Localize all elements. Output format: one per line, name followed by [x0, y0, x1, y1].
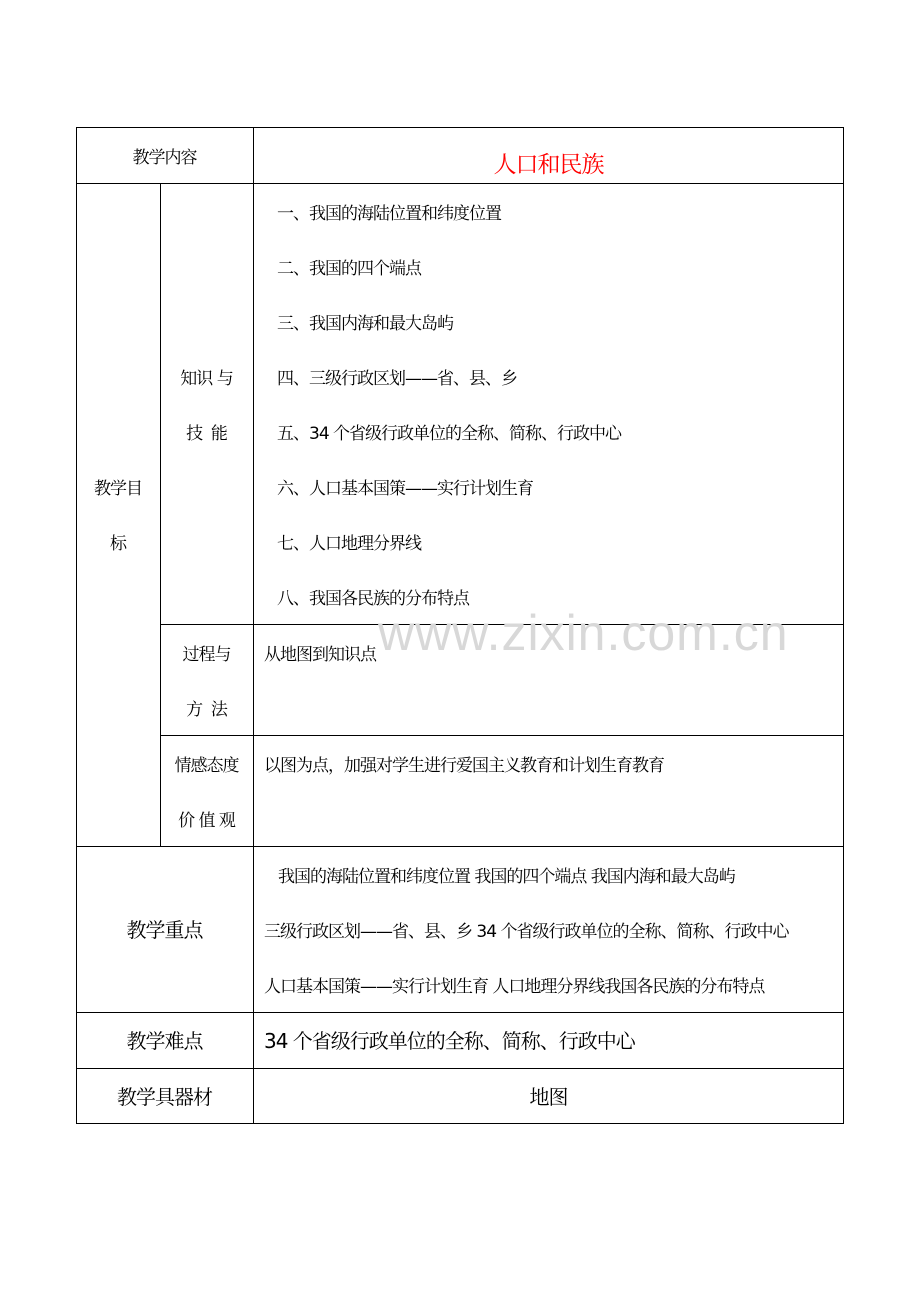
table-border-left: [76, 127, 77, 1124]
content-label: 教学内容: [132, 148, 197, 168]
key-points-line: 我国的海陆位置和纬度位置 我国的四个端点 我国内海和最大岛屿: [278, 867, 735, 887]
objectives-label-line2: 标: [110, 534, 126, 554]
table-divider: [76, 846, 844, 847]
table-border-bottom: [76, 1123, 844, 1124]
table-border-top: [76, 127, 844, 128]
knowledge-item: 八、我国各民族的分布特点: [277, 589, 469, 609]
equipment-label: 教学具器材: [117, 1085, 212, 1109]
equipment-content: 地图: [529, 1085, 568, 1109]
process-content: 从地图到知识点: [264, 645, 376, 665]
difficulties-label: 教学难点: [126, 1029, 203, 1053]
page-title: 人口和民族: [493, 152, 604, 178]
emotion-label-line2: 价 值 观: [178, 811, 235, 831]
knowledge-item: 五、34 个省级行政单位的全称、简称、行政中心: [277, 424, 622, 444]
knowledge-item: 六、人口基本国策——实行计划生育: [277, 479, 533, 499]
objectives-label-line1: 教学目: [94, 479, 142, 499]
table-divider: [253, 127, 254, 1124]
table-divider: [76, 1012, 844, 1013]
process-label-line2: 方 法: [186, 700, 227, 720]
watermark: www.zixin.com.cn: [378, 605, 789, 661]
table-divider: [160, 735, 844, 736]
key-points-line: 人口基本国策——实行计划生育 人口地理分界线我国各民族的分布特点: [264, 977, 765, 997]
knowledge-item: 四、三级行政区划——省、县、乡: [277, 369, 517, 389]
key-points-line: 三级行政区划——省、县、乡 34 个省级行政单位的全称、简称、行政中心: [264, 922, 789, 942]
knowledge-label-line2: 技 能: [186, 424, 227, 444]
table-divider: [76, 183, 844, 184]
table-divider: [160, 183, 161, 847]
table-border-right: [843, 127, 844, 1124]
knowledge-item: 二、我国的四个端点: [277, 259, 421, 279]
difficulties-content: 34 个省级行政单位的全称、简称、行政中心: [264, 1029, 635, 1053]
knowledge-item: 三、我国内海和最大岛屿: [277, 314, 453, 334]
knowledge-item: 七、人口地理分界线: [277, 534, 421, 554]
knowledge-label-line1: 知识 与: [180, 369, 233, 389]
table-divider: [76, 1068, 844, 1069]
key-points-label: 教学重点: [126, 918, 203, 942]
emotion-label-line1: 情感态度: [174, 756, 239, 776]
knowledge-item: 一、我国的海陆位置和纬度位置: [277, 204, 501, 224]
process-label-line1: 过程与: [182, 645, 231, 665]
emotion-content: 以图为点，加强对学生进行爱国主义教育和计划生育教育: [264, 756, 664, 776]
